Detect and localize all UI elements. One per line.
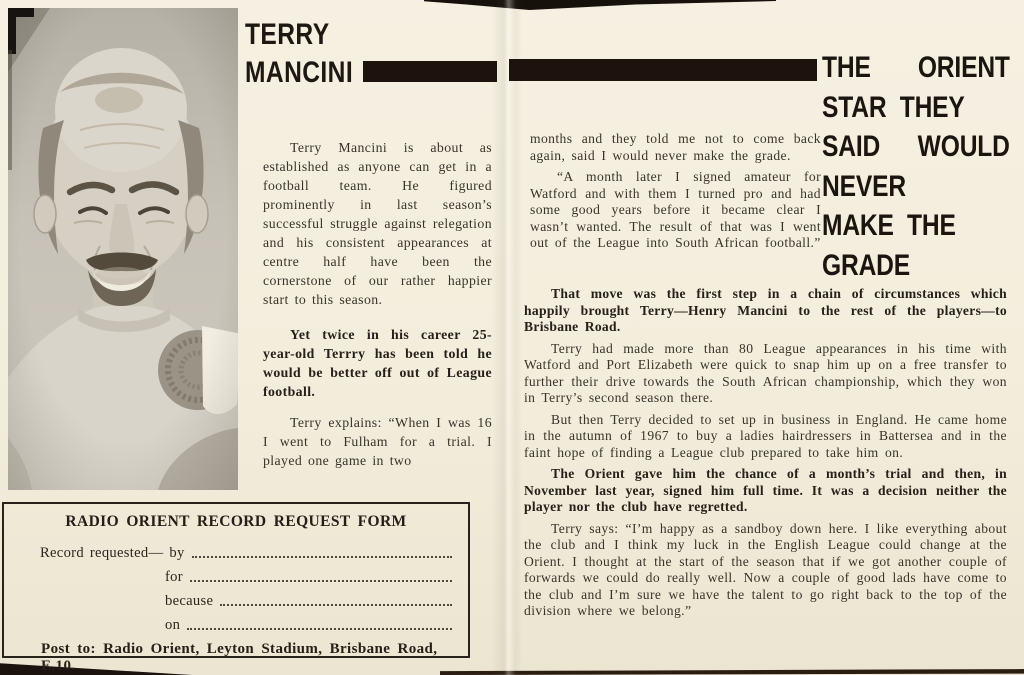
form-field-label-for: for bbox=[165, 569, 183, 585]
paragraph-continuation: months and they told me not to come back again, said I would never make the grade. bbox=[530, 131, 821, 163]
title-line-1: TERRY bbox=[245, 18, 330, 51]
headline-line: THE ORIENT bbox=[822, 51, 1010, 84]
record-request-form bbox=[2, 502, 470, 674]
headline-line: SAID WOULD bbox=[822, 130, 1010, 163]
article-column-middle bbox=[530, 131, 821, 252]
form-title: RADIO ORIENT RECORD REQUEST FORM bbox=[65, 513, 407, 530]
paragraph-bold: The Orient gave him the chance of a month’s trial and then, in November last year, signed him full time. It was a decision neither the player nor the club have regretted. bbox=[524, 466, 1007, 514]
dotted-fill-line bbox=[187, 628, 452, 630]
form-row-by bbox=[4, 538, 468, 562]
title-line-2: MANCINI bbox=[245, 56, 354, 89]
paragraph-quote: “A month later I signed amateur for Watford and with them I turned pro and had some good years before it became clear I wasn’t wanted. The result of that was I went out of the League into South African football.” bbox=[530, 169, 821, 250]
headline-line: NEVER bbox=[822, 169, 906, 203]
article-column-full bbox=[524, 286, 1007, 620]
form-row-because bbox=[4, 586, 468, 610]
headline-line: GRADE bbox=[822, 248, 911, 282]
dotted-fill-line bbox=[190, 580, 452, 582]
form-field-label-because: because bbox=[165, 593, 214, 609]
paragraph-intro: Terry Mancini is about as established as anyone can get in a football team. He figured prominently in last season’s successful struggle against relegation and his consistent appearances at centre half have been the cornerstone of our rather happier start to this season. bbox=[263, 140, 492, 307]
title-rule-left bbox=[363, 61, 497, 82]
paragraph-bold: That move was the first step in a chain of circumstances which happily brought Terry—Henry Mancini to the rest of the players—to Brisbane Road. bbox=[524, 286, 1007, 334]
title-rule-right bbox=[509, 59, 817, 81]
paragraph-lede: Yet twice in his career 25-year-old Terrry has been told he would be better off out of League football. bbox=[263, 327, 492, 399]
dotted-fill-line bbox=[220, 604, 452, 606]
form-field-label-on: on bbox=[165, 617, 181, 633]
player-photo-image bbox=[8, 8, 238, 490]
page-edge-shadow-bottom-right bbox=[440, 668, 1024, 675]
headline bbox=[822, 48, 1010, 285]
page-edge-shadow-top bbox=[424, 0, 776, 10]
headline-line: STAR THEY bbox=[822, 90, 965, 124]
form-post-address: Post to: Radio Orient, Leyton Stadium, Brisbane Road, E.10. bbox=[41, 641, 438, 674]
headline-line: MAKE THE bbox=[822, 209, 956, 242]
player-photo bbox=[8, 8, 238, 490]
paragraph: Terry had made more than 80 League appearances in his time with Watford and Port Elizabeth were quick to snap him up on a free transfer to further their drive towards the South African championship, which they won in Terry’s second season there. bbox=[524, 340, 1007, 405]
article-column-left bbox=[263, 138, 492, 470]
paragraph-quote: Terry says: “I’m happy as a sandboy down here. I like everything about the club and I think my luck in the English League could change at the Orient. I thought at the start of the season that if we got another couple of forwards we could do really well. Now a couple of good lads have come to the club and I’m sure we have the talent to go right back to the top of the division where we belong.” bbox=[524, 520, 1007, 618]
paragraph-quote-start: Terry explains: “When I was 16 I went to Fulham for a trial. I played one game in two bbox=[263, 415, 492, 468]
form-row-on bbox=[4, 610, 468, 634]
paragraph: But then Terry decided to set up in business in England. He came home in the autumn of 1967 to buy a ladies hairdressers in Battersea and in the faint hope of finding a League club prepared to take him on. bbox=[524, 411, 1007, 460]
form-field-label-by: Record requested— by bbox=[40, 545, 185, 561]
dotted-fill-line bbox=[192, 556, 452, 558]
centre-fold bbox=[492, 0, 522, 675]
form-row-for bbox=[4, 562, 468, 586]
